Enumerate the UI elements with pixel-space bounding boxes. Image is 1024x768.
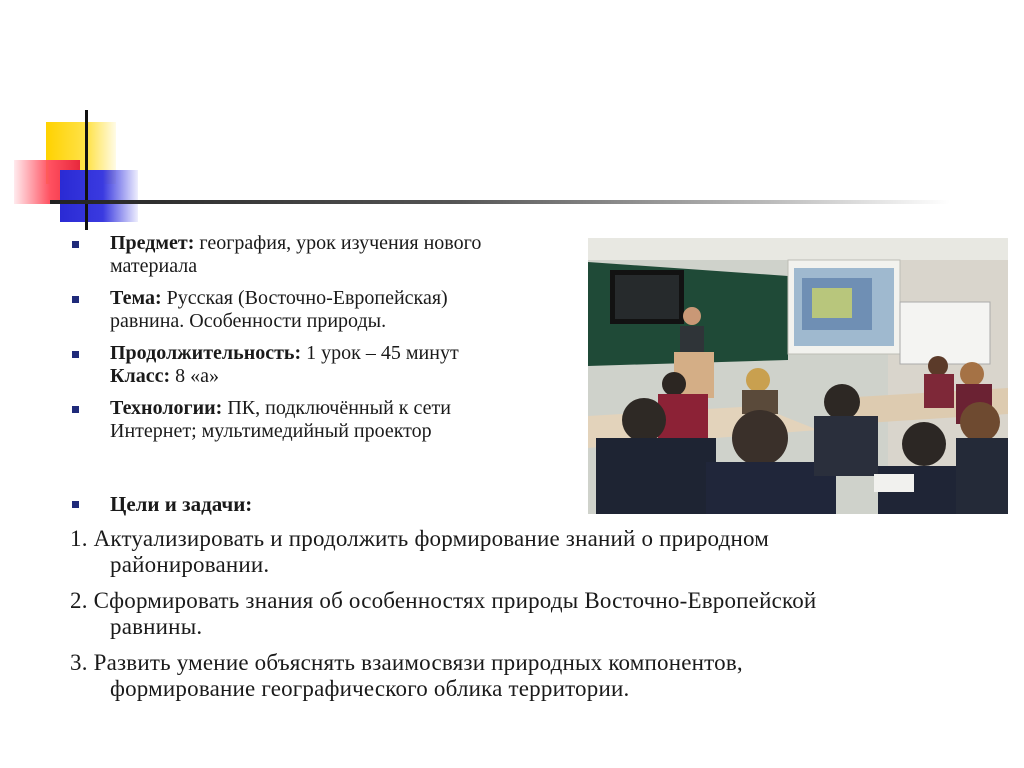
goal-text: 2. Сформировать знания об особенностях природы Восточно-Европейской xyxy=(70,588,817,613)
bullet-text: 1 урок – 45 минут xyxy=(306,342,459,364)
bullet-label: Продолжительность: xyxy=(110,342,302,364)
goal-text-continued: формирование географического облика территории. xyxy=(110,676,630,701)
bullet-topic xyxy=(72,287,592,333)
bullet-text: Интернет; мультимедийный проектор xyxy=(110,420,432,442)
bullet-text: равнина. Особенности природы. xyxy=(110,310,387,332)
goals-list xyxy=(70,526,990,712)
bullet-label: Тема: xyxy=(110,287,162,309)
bullet-subject xyxy=(72,232,592,278)
bullet-text: 8 «а» xyxy=(175,365,220,387)
decor-blue-square xyxy=(60,170,138,222)
bullet-square-icon xyxy=(72,241,79,248)
decor-horizontal-line xyxy=(50,200,950,204)
goal-item xyxy=(70,526,990,578)
classroom-photo xyxy=(588,238,1008,514)
bullet-label: Технологии: xyxy=(110,397,223,419)
bullet-square-icon xyxy=(72,406,79,413)
goal-item xyxy=(70,650,990,702)
goals-heading: Цели и задачи: xyxy=(72,492,252,517)
bullet-technology xyxy=(72,397,592,443)
decor-vertical-line xyxy=(85,110,88,230)
bullet-text: ПК, подключённый к сети xyxy=(227,397,451,419)
goal-text-continued: районировании. xyxy=(110,552,270,577)
bullet-text: материала xyxy=(110,255,198,277)
goal-text: 3. Развить умение объяснять взаимосвязи природных компонентов, xyxy=(70,650,743,675)
goal-item xyxy=(70,588,990,640)
bullet-duration xyxy=(72,342,592,388)
goal-text-continued: равнины. xyxy=(110,614,203,639)
bullet-text: география, урок изучения нового xyxy=(199,232,482,254)
bullet-label: Предмет: xyxy=(110,232,195,254)
bullet-square-icon xyxy=(72,351,79,358)
bullet-label: Класс: xyxy=(110,365,171,387)
bullet-square-icon xyxy=(72,501,79,508)
bullet-square-icon xyxy=(72,296,79,303)
goal-text: 1. Актуализировать и продолжить формирование знаний о природном xyxy=(70,526,770,551)
lesson-info-list xyxy=(72,232,592,452)
bullet-text: Русская (Восточно-Европейская) xyxy=(166,287,448,309)
